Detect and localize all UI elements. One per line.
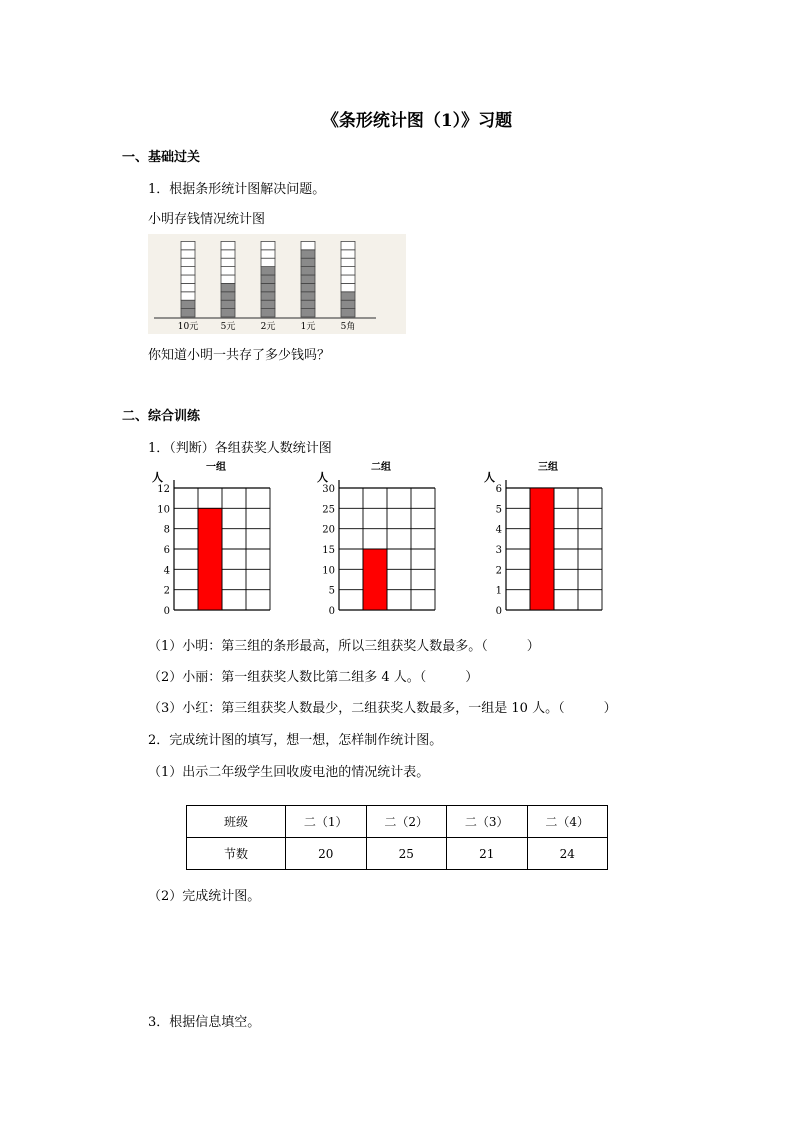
group-y-tick: 1 (495, 585, 502, 597)
savings-x-label: 10元 (177, 322, 199, 332)
group-y-tick: 10 (157, 504, 170, 516)
savings-bar-cell (181, 241, 195, 249)
savings-bar-cell (341, 267, 355, 275)
group-y-tick: 20 (322, 524, 335, 536)
savings-bar-cell (181, 258, 195, 266)
savings-bar-cell (181, 250, 195, 258)
group-y-tick: 15 (322, 545, 335, 556)
group-y-tick: 8 (163, 524, 170, 536)
section2-q3: 3．根据信息填空。 (148, 1015, 261, 1030)
savings-chart (148, 234, 406, 334)
savings-bar-cell (261, 267, 275, 275)
savings-bar-cell (261, 300, 275, 308)
savings-bar-cell (181, 267, 195, 275)
table-row-label: 节数 (187, 838, 286, 870)
group-y-tick: 2 (495, 565, 502, 577)
group-y-tick: 6 (163, 545, 170, 556)
group-chart-title: 一组 (206, 462, 226, 473)
savings-bar-cell (341, 283, 355, 291)
savings-bar-cell (221, 275, 235, 283)
savings-bar-cell (261, 250, 275, 258)
savings-bar-cell (301, 250, 315, 258)
judge-2: （2）小丽：第一组获奖人数比第二组多 4 人。（ ） (148, 670, 479, 685)
group-y-tick: 12 (157, 484, 170, 495)
savings-bar-cell (261, 283, 275, 291)
savings-bar-cell (261, 241, 275, 249)
group2-chart (315, 456, 455, 616)
savings-bar-cell (221, 241, 235, 249)
savings-bar-cell (221, 309, 235, 317)
savings-chart-title: 小明存钱情况统计图 (148, 212, 266, 227)
savings-bar-cell (301, 241, 315, 249)
savings-bar-cell (341, 241, 355, 249)
table-val-1: 20 (286, 838, 367, 870)
savings-bar-cell (181, 309, 195, 317)
savings-bar-cell (341, 309, 355, 317)
group-y-tick: 6 (495, 484, 502, 495)
group-chart-title: 三组 (538, 462, 558, 473)
savings-bar-cell (301, 275, 315, 283)
group-y-tick: 4 (495, 524, 502, 536)
page-title: 《条形统计图（1）》习题 (321, 111, 513, 131)
group-y-tick: 5 (495, 504, 502, 516)
savings-bar-cell (221, 300, 235, 308)
savings-bar-cell (341, 300, 355, 308)
group-y-tick: 30 (322, 484, 335, 495)
savings-bar-cell (301, 300, 315, 308)
savings-bar-cell (261, 275, 275, 283)
group-y-tick: 3 (495, 545, 502, 556)
battery-table (186, 805, 608, 870)
group-y-tick: 10 (322, 565, 335, 577)
table-col-2: 二（2） (366, 806, 447, 838)
section2-q2: 2．完成统计图的填写，想一想，怎样制作统计图。 (148, 733, 443, 748)
table-val-4: 24 (527, 838, 608, 870)
savings-bar-cell (301, 258, 315, 266)
savings-bar-cell (341, 275, 355, 283)
group1-chart (150, 456, 290, 616)
savings-bar-cell (181, 275, 195, 283)
savings-x-label: 2元 (260, 322, 276, 332)
group-y-tick: 5 (328, 585, 335, 597)
table-header-label: 班级 (187, 806, 286, 838)
section1-question: 你知道小明一共存了多少钱吗？ (148, 348, 331, 363)
table-row (187, 806, 608, 838)
group-bar (363, 549, 387, 610)
group-y-tick: 0 (328, 606, 335, 616)
section2-q1: 1．（判断）各组获奖人数统计图 (148, 441, 332, 456)
savings-x-label: 1元 (300, 322, 316, 332)
section2-q2-2: （2）完成统计图。 (148, 889, 261, 904)
group-y-tick: 0 (495, 606, 502, 616)
group-chart-ylabel: 人 (484, 471, 495, 484)
savings-bar-cell (341, 258, 355, 266)
judge-3: （3）小红：第三组获奖人数最少，二组获奖人数最多，一组是 10 人。（ ） (148, 701, 617, 716)
group-y-tick: 4 (163, 565, 170, 577)
section2-q2-1: （1）出示二年级学生回收废电池的情况统计表。 (148, 765, 430, 780)
savings-bar-cell (301, 309, 315, 317)
group-bar (198, 508, 222, 610)
savings-bar-cell (221, 267, 235, 275)
group-bar (530, 488, 554, 610)
savings-x-label: 5元 (220, 322, 236, 332)
savings-bar-cell (301, 267, 315, 275)
savings-x-label: 5角 (340, 322, 356, 332)
savings-bar-cell (181, 283, 195, 291)
section1-q1: 1．根据条形统计图解决问题。 (148, 182, 326, 197)
savings-bar-cell (261, 258, 275, 266)
savings-bar-cell (341, 292, 355, 300)
table-val-3: 21 (447, 838, 528, 870)
savings-bar-cell (181, 292, 195, 300)
section2-heading: 二、综合训练 (122, 409, 201, 424)
savings-bar-cell (261, 309, 275, 317)
group-chart-ylabel: 人 (152, 471, 163, 484)
savings-bar-cell (341, 250, 355, 258)
group-chart-title: 二组 (371, 462, 391, 473)
savings-bar-cell (261, 292, 275, 300)
table-row (187, 838, 608, 870)
section1-heading: 一、基础过关 (122, 150, 201, 165)
savings-bar-cell (221, 283, 235, 291)
table-col-4: 二（4） (527, 806, 608, 838)
savings-bar-cell (301, 283, 315, 291)
group-y-tick: 0 (163, 606, 170, 616)
savings-bar-cell (181, 300, 195, 308)
savings-bar-cell (221, 292, 235, 300)
table-col-3: 二（3） (447, 806, 528, 838)
group-chart-ylabel: 人 (317, 471, 328, 484)
group3-chart (482, 456, 622, 616)
table-col-1: 二（1） (286, 806, 367, 838)
table-val-2: 25 (366, 838, 447, 870)
savings-bar-cell (221, 250, 235, 258)
group-y-tick: 25 (322, 504, 335, 516)
group-y-tick: 2 (163, 585, 170, 597)
judge-1: （1）小明：第三组的条形最高，所以三组获奖人数最多。（ ） (148, 639, 540, 654)
savings-bar-cell (301, 292, 315, 300)
savings-bar-cell (221, 258, 235, 266)
